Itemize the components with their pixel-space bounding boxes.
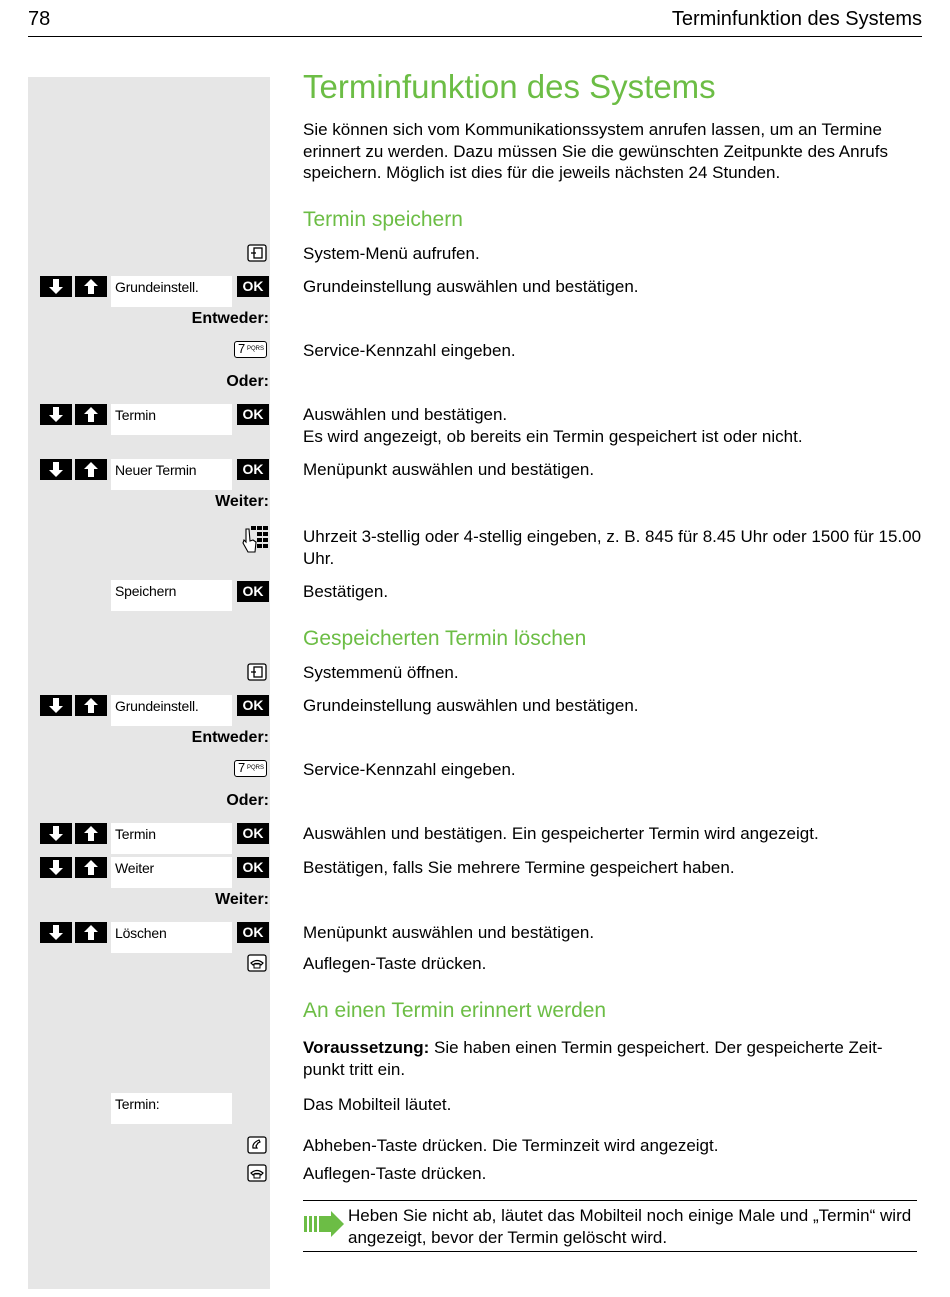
step-speichern-text: Bestätigen. — [303, 582, 389, 601]
label-weiter: Weiter: — [215, 493, 269, 510]
display-termin-colon: Termin: — [111, 1093, 232, 1124]
ok-button[interactable]: OK — [237, 823, 269, 844]
step-termin-text: Auswählen und bestätigen. Ein gespeicherter Termin wird angezeigt. — [303, 824, 819, 843]
label-entweder: Entweder: — [191, 729, 269, 746]
display-termin: Termin — [111, 823, 232, 854]
prereq-label: Voraussetzung: — [303, 1038, 430, 1057]
arrow-up-icon[interactable] — [75, 922, 107, 943]
display-neuer-termin: Neuer Termin — [111, 459, 232, 490]
section-heading-termin-speichern: Termin speichern — [303, 208, 463, 231]
arrow-up-icon[interactable] — [75, 857, 107, 878]
display-loeschen: Löschen — [111, 922, 232, 953]
step-uhrzeit-text: Uhrzeit 3-stellig oder 4-stellig eingeben, z. B. 845 für 8.45 Uhr oder 1500 für 15.00 Uhr. — [303, 527, 922, 568]
note-text: Heben Sie nicht ab, läutet das Mobilteil noch einige Male und „Termin“ wird angezeigt, bevor der Termin gelöscht wird. — [348, 1206, 912, 1247]
ok-button[interactable]: OK — [237, 857, 269, 878]
label-entweder: Entweder: — [191, 310, 269, 327]
display-weiter: Weiter — [111, 857, 232, 888]
arrow-up-icon[interactable] — [75, 823, 107, 844]
arrow-up-icon[interactable] — [75, 695, 107, 716]
step-auflegen-text: Auflegen-Taste drücken. — [303, 1164, 487, 1183]
step-auflegen-text: Auflegen-Taste drücken. — [303, 954, 487, 973]
key-7-pqrs-icon — [234, 760, 267, 777]
hangup-key-icon — [247, 1164, 267, 1182]
step-neuer-text: Menüpunkt auswählen und bestätigen. — [303, 460, 595, 479]
offhook-key-icon — [247, 1136, 267, 1154]
arrow-down-icon[interactable] — [40, 922, 72, 943]
intro-paragraph: Sie können sich vom Kommunikationssystem anrufen lassen, um an Termine erinnert zu werden. Dazu müssen Sie die gewünschten Zeitpunkte des Anrufs speichern. Möglich ist dies für die jeweils nächsten 24 Stunden. — [303, 120, 888, 182]
step-loeschen-text: Menüpunkt auswählen und bestätigen. — [303, 923, 595, 942]
ok-button[interactable]: OK — [237, 581, 269, 602]
ok-button[interactable]: OK — [237, 922, 269, 943]
step-weiter-text: Bestätigen, falls Sie mehrere Termine gespeichert haben. — [303, 858, 735, 877]
ok-button[interactable]: OK — [237, 404, 269, 425]
section-heading-termin-erinnert: An einen Termin erinnert werden — [303, 999, 607, 1022]
ok-button[interactable]: OK — [237, 459, 269, 480]
page-number: 78 — [28, 8, 51, 30]
step-termin-text-1: Auswählen und bestätigen. — [303, 405, 508, 424]
label-oder: Oder: — [226, 373, 269, 390]
page-title: Terminfunktion des Systems — [303, 68, 716, 105]
arrow-down-icon[interactable] — [40, 459, 72, 480]
note-arrow-icon — [303, 1211, 345, 1242]
key-letters: PQRS — [247, 346, 265, 352]
keypad-hand-icon — [242, 525, 268, 555]
menu-key-icon — [247, 663, 267, 681]
display-speichern: Speichern — [111, 580, 232, 611]
key-digit: 7 — [238, 341, 246, 356]
prerequisite-paragraph — [303, 1037, 923, 1080]
label-weiter: Weiter: — [215, 891, 269, 908]
step-grund-text: Grundeinstellung auswählen und bestätigen. — [303, 277, 639, 296]
label-oder: Oder: — [226, 792, 269, 809]
display-termin: Termin — [111, 404, 232, 435]
arrow-down-icon[interactable] — [40, 857, 72, 878]
display-grundeinstell: Grundeinstell. — [111, 276, 232, 307]
note-box — [303, 1200, 917, 1252]
step-abheben-text: Abheben-Taste drücken. Die Terminzeit wird angezeigt. — [303, 1136, 719, 1155]
prereq-text: Sie haben einen Termin gespeichert. Der gespeicherte Zeit-punkt tritt ein. — [303, 1038, 883, 1079]
running-title: Terminfunktion des Systems — [671, 8, 922, 30]
step-grund-text: Grundeinstellung auswählen und bestätigen. — [303, 696, 639, 715]
arrow-up-icon[interactable] — [75, 459, 107, 480]
arrow-down-icon[interactable] — [40, 695, 72, 716]
key-7-pqrs-icon — [234, 341, 267, 358]
hangup-key-icon — [247, 954, 267, 972]
step-menu-text: System-Menü aufrufen. — [303, 244, 480, 263]
key-letters: PQRS — [247, 765, 265, 771]
step-termin-text-2: Es wird angezeigt, ob bereits ein Termin gespeichert ist oder nicht. — [303, 427, 803, 446]
ok-button[interactable]: OK — [237, 276, 269, 297]
section-heading-termin-loeschen: Gespeicherten Termin löschen — [303, 627, 587, 650]
step-service-text: Service-Kennzahl eingeben. — [303, 760, 516, 779]
step-laeutet-text: Das Mobilteil läutet. — [303, 1095, 452, 1114]
display-grundeinstell: Grundeinstell. — [111, 695, 232, 726]
page-header — [28, 6, 922, 37]
arrow-down-icon[interactable] — [40, 823, 72, 844]
step-menu-text: Systemmenü öffnen. — [303, 663, 459, 682]
arrow-up-icon[interactable] — [75, 276, 107, 297]
arrow-down-icon[interactable] — [40, 404, 72, 425]
menu-key-icon — [247, 244, 267, 262]
arrow-down-icon[interactable] — [40, 276, 72, 297]
key-digit: 7 — [238, 760, 246, 775]
arrow-up-icon[interactable] — [75, 404, 107, 425]
ok-button[interactable]: OK — [237, 695, 269, 716]
step-service-text: Service-Kennzahl eingeben. — [303, 341, 516, 360]
